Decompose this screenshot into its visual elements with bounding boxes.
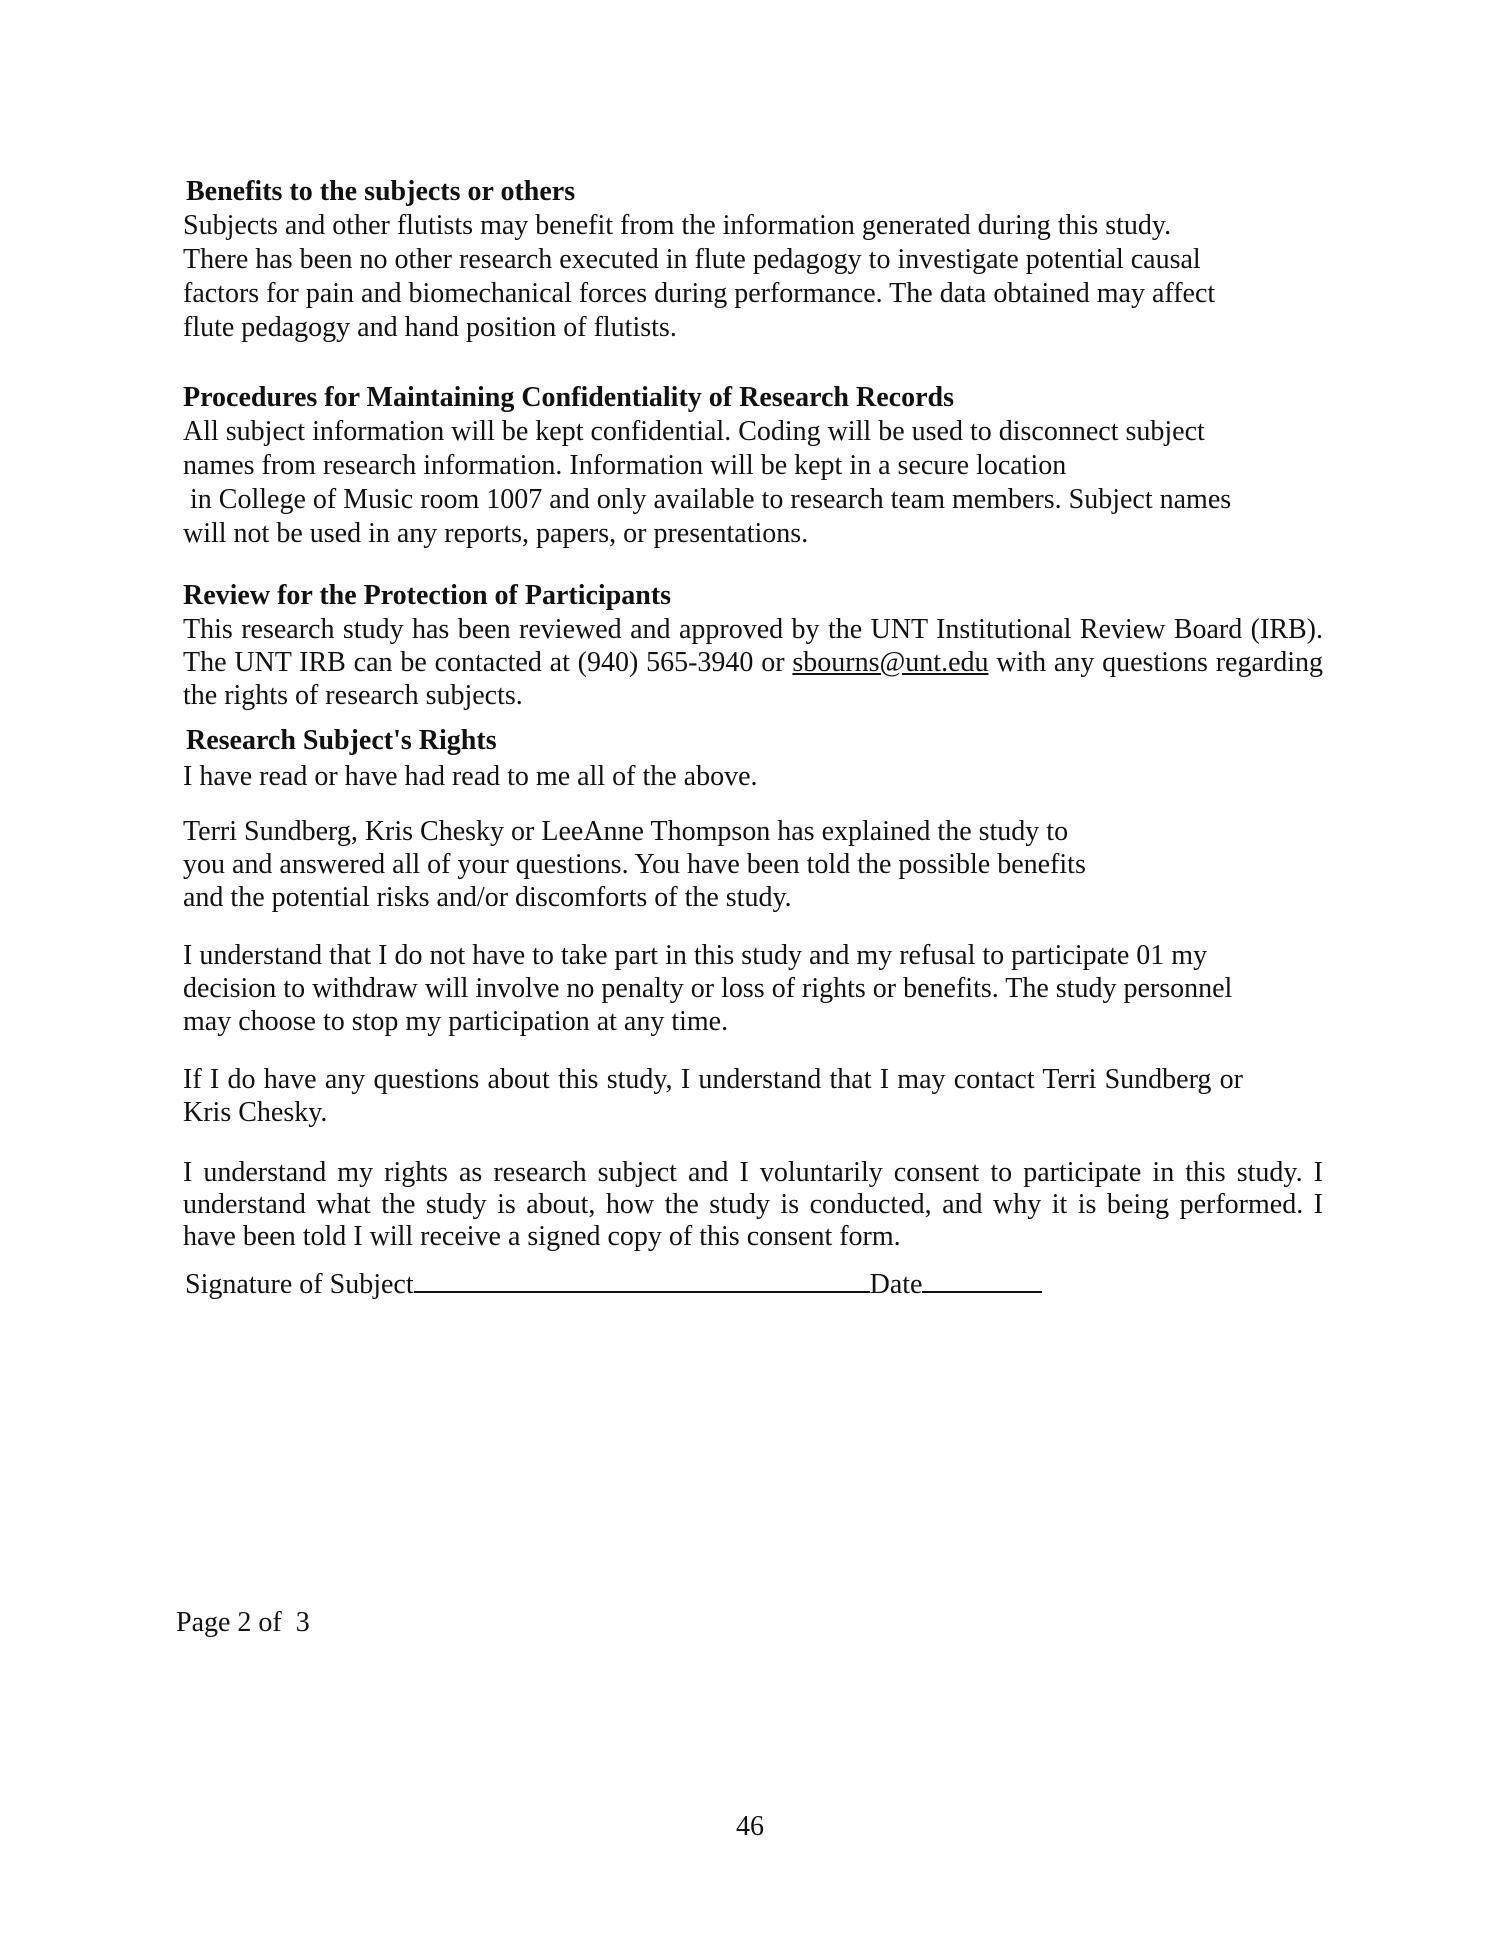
signature-subject-line[interactable]	[414, 1265, 870, 1293]
confidentiality-line: will not be used in any reports, papers, or presentations.	[183, 518, 809, 549]
rights-p2-line: you and answered all of your questions. You have been told the possible benefits	[183, 849, 1086, 880]
confidentiality-line: in College of Music room 1007 and only available to research team members. Subject names	[183, 484, 1232, 515]
rights-paragraph-2	[183, 815, 1323, 914]
rights-paragraph-5	[183, 1157, 1323, 1253]
review-section	[183, 579, 1323, 712]
review-paragraph	[183, 613, 1323, 712]
page-number: 46	[736, 1811, 764, 1842]
rights-p3-line: I understand that I do not have to take part in this study and my refusal to participate 01 my	[183, 940, 1208, 971]
benefits-line: There has been no other research executed in flute pedagogy to investigate potential causal	[183, 244, 1201, 275]
rights-paragraph-3	[183, 939, 1323, 1038]
signature-subject-label: Signature of Subject	[185, 1269, 414, 1300]
review-heading: Review for the Protection of Participants	[183, 580, 672, 611]
rights-heading: Research Subject's Rights	[186, 725, 497, 756]
benefits-heading: Benefits to the subjects or others	[186, 176, 576, 207]
signature-date-line[interactable]	[922, 1265, 1042, 1293]
rights-p3-line: decision to withdraw will involve no penalty or loss of rights or benefits. The study personnel	[183, 973, 1233, 1004]
review-text-after-email: with any questions regarding the rights of research subjects.	[183, 647, 1324, 711]
benefits-section	[183, 175, 1323, 345]
rights-p2-line: and the potential risks and/or discomforts of the study.	[183, 882, 792, 913]
signature-row	[185, 1265, 1042, 1302]
rights-p3-line: may choose to stop my participation at any time.	[183, 1006, 729, 1037]
confidentiality-heading: Procedures for Maintaining Confidentiality of Research Records	[183, 382, 954, 413]
benefits-line: flute pedagogy and hand position of flutists.	[183, 312, 677, 343]
rights-paragraph-1: I have read or have had read to me all of the above.	[183, 761, 758, 792]
benefits-line: factors for pain and biomechanical forces during performance. The data obtained may affect	[183, 278, 1216, 309]
rights-paragraph-4	[183, 1063, 1243, 1129]
rights-p4-text: If I do have any questions about this study, I understand that I may contact Terri Sundberg or Kris Chesky.	[183, 1064, 1243, 1128]
review-text-before-email: This research study has been reviewed and approved by the UNT Institutional Review Board (IRB). The UNT IRB can be contacted at (940) 565-3940 or	[183, 614, 1323, 678]
rights-p5-text: I understand my rights as research subject and I voluntarily consent to participate in this study. I understand what the study is about, how the study is conducted, and why it is being performed. I have been told I will receive a signed copy of this consent form.	[183, 1157, 1323, 1252]
confidentiality-section	[183, 381, 1323, 551]
confidentiality-line: names from research information. Information will be kept in a secure location	[183, 450, 1067, 481]
rights-p2-line: Terri Sundberg, Kris Chesky or LeeAnne Thompson has explained the study to	[183, 816, 1069, 847]
rights-section	[183, 724, 1323, 794]
confidentiality-line: All subject information will be kept confidential. Coding will be used to disconnect subject	[183, 416, 1205, 447]
irb-email-link[interactable]: sbourns@unt.edu	[792, 647, 989, 678]
signature-date-label: Date	[869, 1269, 923, 1300]
benefits-line: Subjects and other flutists may benefit from the information generated during this study.	[183, 210, 1172, 241]
page-of-label: Page 2 of 3	[176, 1607, 310, 1638]
